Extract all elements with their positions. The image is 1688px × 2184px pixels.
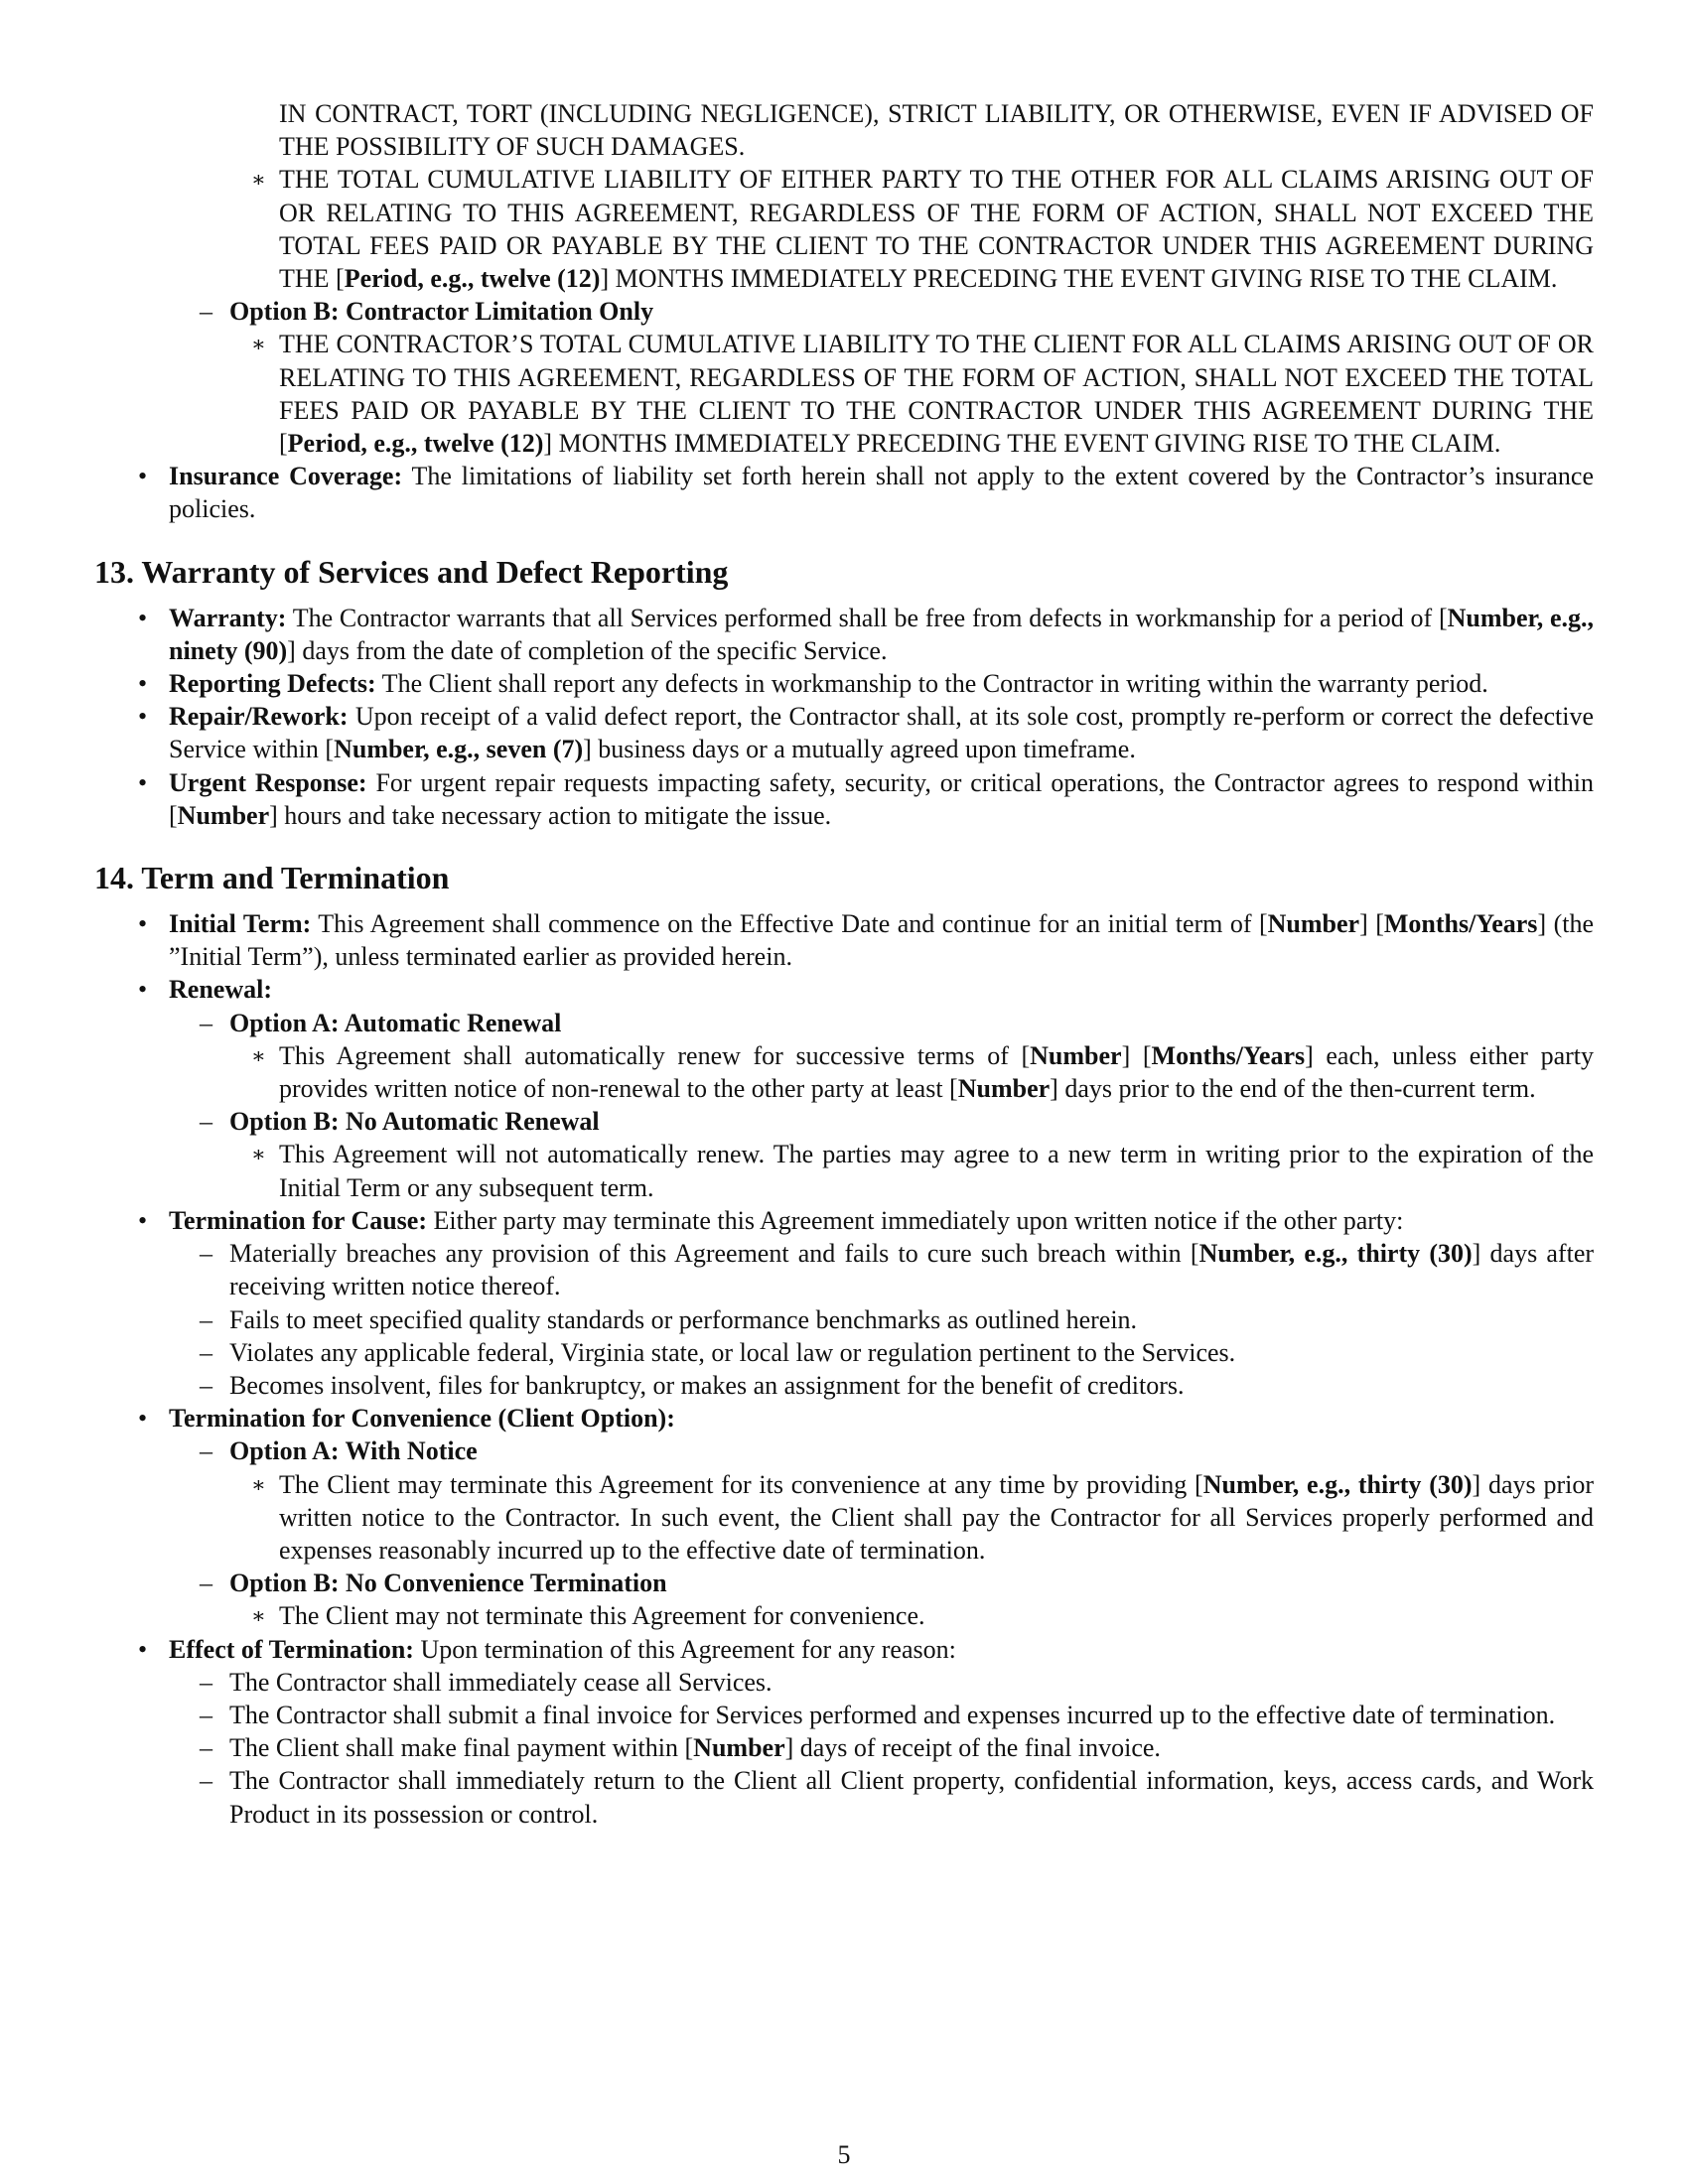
item-label: Repair/Rework: [169, 702, 349, 732]
list-item: ∗ THE TOTAL CUMULATIVE LIABILITY OF EITHER PARTY TO THE OTHER FOR ALL CLAIMS ARISING OUT OF OR RELATING TO THIS AGREEMENT, REGARDLESS OF THE FORM OF ACTION, SHALL NOT EXCEED THE TOTAL FEES PAID OR PAYABLE BY THE CLIENT TO THE CONTRACTOR UNDER THIS AGREEMENT DURING THE [Period, e.g., twelve (12)] MONTHS IMMEDIATELY PRECEDING THE EVENT GIVING RISE TO THE CLAIM. [251, 165, 1594, 294]
item-label: Reporting Defects: [169, 669, 376, 699]
star-marker: ∗ [251, 1471, 266, 1497]
list-item: • Termination for Cause: Either party may terminate this Agreement immediately upon written notice if the other party: – Materially breaches any provision of this Agreement and fails to cure such breach within [Number, e.g., thirty (30)] days after receiving written notice thereof. – Fails to meet specified quality standards or performance benchmarks as outlined herein. – Violates any applicable federal, Virginia state, or local law or regulation pertinent to the Services. – Becomes insolvent, files for bankruptcy, or makes an assignment for the benefit of creditors. [94, 1204, 1594, 1402]
star-marker: ∗ [251, 1142, 266, 1167]
list-item: • Insurance Coverage: The limitations of liability set forth herein shall not apply to the extent covered by the Contractor’s insurance policies. [138, 462, 1594, 524]
list-item [94, 1007, 1594, 1106]
list-item: • Urgent Response: For urgent repair requests impacting safety, security, or critical operations, the Contractor agrees to respond within [Number] hours and take necessary action to mitigate the issue. [138, 767, 1594, 830]
dash-marker: – [200, 1337, 212, 1367]
list-item: • Effect of Termination: Upon termination of this Agreement for any reason: – The Contractor shall immediately cease all Services. – The Contractor shall submit a final invoice for Services performed and expenses incurred up to the effective date of termination. – The Client shall make final payment within [Number] days of receipt of the final invoice. – The Contractor shall immediately return to the Client all Client property, confidential information, keys, access cards, and Work Product in its possession or control. [94, 1633, 1594, 1831]
list-item: ∗ THE CONTRACTOR’S TOTAL CUMULATIVE LIABILITY TO THE CLIENT FOR ALL CLAIMS ARISING OUT OF OR RELATING TO THIS AGREEMENT, REGARDLESS OF THE FORM OF ACTION, SHALL NOT EXCEED THE TOTAL FEES PAID OR PAYABLE BY THE CLIENT TO THE CONTRACTOR UNDER THIS AGREEMENT DURING THE [Period, e.g., twelve (12)] MONTHS IMMEDIATELY PRECEDING THE EVENT GIVING RISE TO THE CLAIM. [251, 330, 1594, 459]
option-label: Option B: No Convenience Termination [229, 1569, 667, 1598]
bullet-marker: • [138, 669, 148, 699]
section-heading: 13. Warranty of Services and Defect Reporting [94, 553, 729, 590]
section-14-list [94, 907, 1594, 1831]
dash-marker: – [200, 1700, 212, 1729]
clause-text: IN CONTRACT, TORT (INCLUDING NEGLIGENCE), STRICT LIABILITY, OR OTHERWISE, EVEN IF ADVISED OF THE POSSIBILITY OF SUCH DAMAGES. [279, 99, 1594, 162]
dash-marker: – [200, 1766, 212, 1796]
list-item: • Reporting Defects: The Client shall report any defects in workmanship to the Contractor in writing within the warranty period. [94, 667, 1594, 700]
continued-clause [94, 97, 1594, 163]
bullet-marker: • [138, 462, 148, 491]
item-label: Urgent Response: [169, 767, 367, 797]
bullet-marker: • [138, 909, 148, 939]
list-item [94, 1105, 1594, 1204]
list-item: ∗ The Client may terminate this Agreement for its convenience at any time by providing [Number, e.g., thirty (30)] days prior written notice to the Contractor. In such event, the Client shall pay the Contractor for all Services properly performed and expenses reasonably incurred up to the effective date of termination. [251, 1469, 1594, 1565]
section-13-list [94, 602, 1594, 832]
list-item: – Violates any applicable federal, Virginia state, or local law or regulation pertinent to the Services. [94, 1336, 1594, 1369]
item-label: Termination for Convenience (Client Option): [169, 1404, 675, 1433]
dash-marker: – [200, 1733, 212, 1763]
item-label: Effect of Termination: [169, 1634, 414, 1664]
page-number: 5 [837, 2140, 851, 2169]
dash-marker: – [200, 1667, 212, 1697]
list-item: ∗ The Client may not terminate this Agreement for convenience. [94, 1599, 1594, 1632]
bullet-marker: • [138, 702, 148, 732]
dash-marker: – [200, 1569, 212, 1598]
list-item: – The Client shall make final payment within [Number] days of receipt of the final invoice. [94, 1731, 1594, 1764]
list-item: – The Contractor shall immediately cease all Services. [94, 1666, 1594, 1699]
list-item: • Initial Term: This Agreement shall commence on the Effective Date and continue for an initial term of [Number] [Months/Years] (the ”Initial Term”), unless terminated earlier as provided herein. [138, 909, 1594, 972]
dash-marker: – [200, 1107, 212, 1137]
star-marker: ∗ [251, 332, 266, 357]
page-content [94, 97, 1594, 1831]
star-marker: ∗ [251, 167, 266, 193]
option-label: Option A: With Notice [229, 1436, 478, 1466]
option-label: Option B: No Automatic Renewal [229, 1107, 600, 1137]
list-item: – Becomes insolvent, files for bankruptcy, or makes an assignment for the benefit of creditors. [94, 1369, 1594, 1402]
item-label: Insurance Coverage: [169, 462, 403, 491]
dash-marker: – [200, 297, 212, 327]
item-label: Warranty: [169, 603, 287, 632]
list-item [94, 1402, 1594, 1632]
section-heading: 14. Term and Termination [94, 860, 450, 896]
list-item [94, 973, 1594, 1203]
bullet-marker: • [138, 975, 148, 1005]
item-label: Initial Term: [169, 909, 312, 939]
bullet-marker: • [138, 767, 148, 797]
list-item [94, 1434, 1594, 1567]
bullet-marker: • [138, 1634, 148, 1664]
item-label: Renewal: [169, 975, 272, 1005]
dash-marker: – [200, 1239, 212, 1269]
star-marker: ∗ [251, 1603, 266, 1629]
dash-marker: – [200, 1304, 212, 1334]
star-marker: ∗ [251, 1042, 266, 1068]
list-item: • Warranty: The Contractor warrants that all Services performed shall be free from defects in workmanship for a period of [Number, e.g., ninety (90)] days from the date of completion of the specific Service. [138, 603, 1595, 665]
list-item [94, 295, 1594, 460]
bullet-marker: • [138, 1205, 148, 1235]
continued-list [94, 163, 1594, 525]
list-item: – Materially breaches any provision of this Agreement and fails to cure such breach within [Number, e.g., thirty (30)] days after receiving written notice thereof. [200, 1239, 1595, 1301]
list-item: – The Contractor shall immediately return to the Client all Client property, confidential information, keys, access cards, and Work Product in its possession or control. [200, 1766, 1594, 1829]
dash-marker: – [200, 1370, 212, 1400]
list-item: ∗ This Agreement will not automatically renew. The parties may agree to a new term in writing prior to the expiration of the Initial Term or any subsequent term. [251, 1140, 1594, 1202]
item-label: Termination for Cause: [169, 1205, 427, 1235]
list-item [94, 1567, 1594, 1632]
dash-marker: – [200, 1436, 212, 1466]
dash-marker: – [200, 1008, 212, 1037]
list-item: • Repair/Rework: Upon receipt of a valid defect report, the Contractor shall, at its sole cost, promptly re-perform or correct the defective Service within [Number, e.g., seven (7)] business days or a mutually agreed upon timeframe. [138, 702, 1594, 764]
option-label: Option B: Contractor Limitation Only [229, 297, 654, 327]
list-item: ∗ This Agreement shall automatically renew for successive terms of [Number] [Months/Years] each, unless either party provides written notice of non-renewal to the other party at least [Number] days prior to the end of the then-current term. [251, 1040, 1594, 1104]
bullet-marker: • [138, 1404, 148, 1433]
option-label: Option A: Automatic Renewal [229, 1008, 562, 1037]
list-item: – The Contractor shall submit a final invoice for Services performed and expenses incurred up to the effective date of termination. [94, 1699, 1594, 1731]
list-item: – Fails to meet specified quality standards or performance benchmarks as outlined herein. [94, 1303, 1594, 1336]
bullet-marker: • [138, 603, 148, 632]
